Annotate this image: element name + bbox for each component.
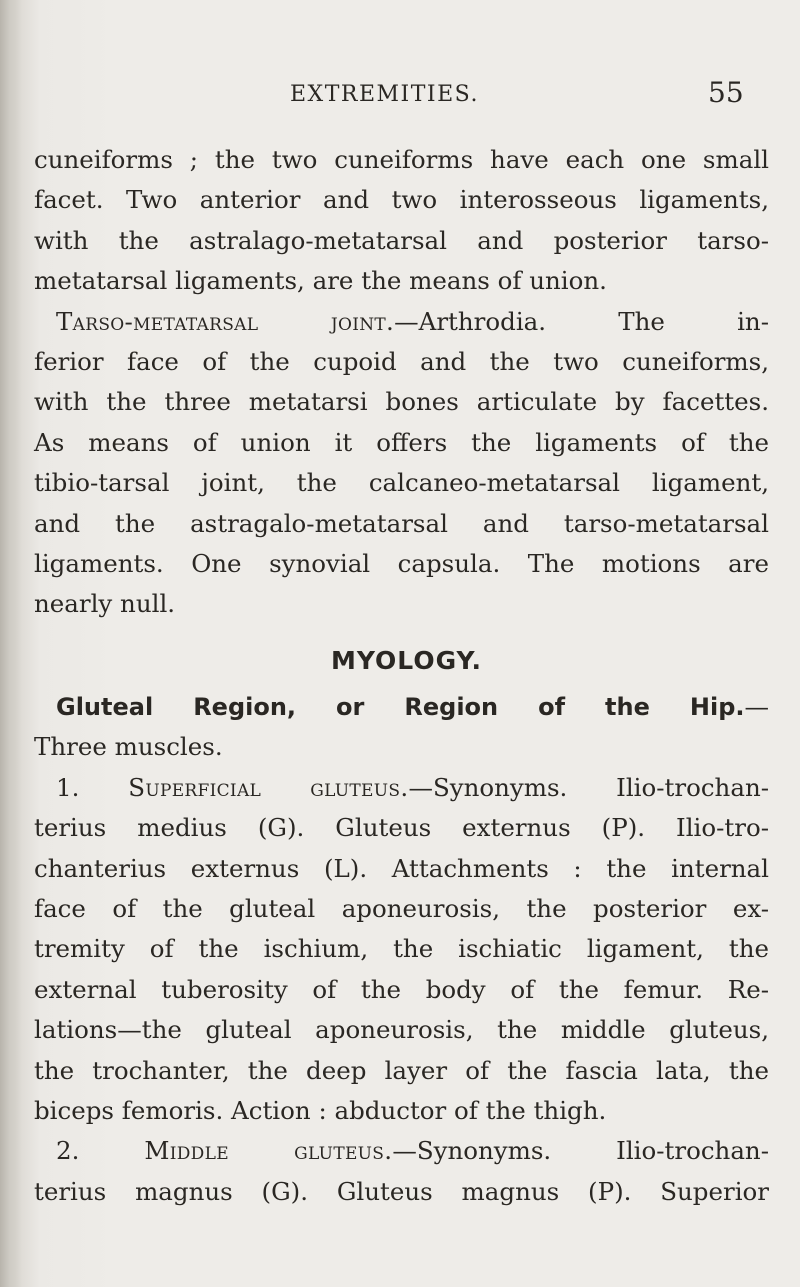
- section-heading: MYOLOGY.: [330, 645, 483, 675]
- text-line: biceps femoris. Action : abductor of the thigh.: [34, 1095, 607, 1125]
- text-line: ligaments. One synovial capsula. The motions are: [34, 548, 769, 578]
- running-head: [0, 74, 800, 114]
- text-run: —: [744, 692, 769, 722]
- item-number: 2.: [56, 1136, 80, 1166]
- paragraph-first-line: [34, 302, 769, 342]
- text-line: ferior face of the cupoid and the two cuneiforms,: [34, 346, 769, 376]
- text-run: —Synonyms. Ilio-trochan-: [392, 1136, 769, 1166]
- text-line: external tuberosity of the body of the femur. Re-: [34, 974, 769, 1004]
- running-title: EXTREMITIES.: [290, 82, 479, 107]
- text-run: —Synonyms. Ilio-trochan-: [408, 772, 769, 802]
- text-line: and the astragalo-metatarsal and tarso-metatarsal: [34, 508, 769, 538]
- text-line: cuneiforms ; the two cuneiforms have each one small: [34, 145, 769, 174]
- page-number: 55: [708, 76, 744, 109]
- text-line: As means of union it offers the ligaments of the: [34, 427, 769, 457]
- text-line: with the three metatarsi bones articulate by facettes.: [34, 387, 769, 417]
- item-number: 1.: [56, 772, 80, 802]
- body-text: [34, 140, 769, 1212]
- text-line: Three muscles.: [34, 732, 223, 762]
- text-line: with the astralago-metatarsal and posterior tarso-: [34, 225, 769, 255]
- muscle-name: Superficial gluteus.: [128, 772, 409, 802]
- text-line: terius magnus (G). Gluteus magnus (P). Superior: [34, 1176, 769, 1206]
- text-line: tibio-tarsal joint, the calcaneo-metatarsal ligament,: [34, 468, 769, 498]
- text-line: facet. Two anterior and two interosseous ligaments,: [34, 185, 769, 215]
- text-line: the trochanter, the deep layer of the fascia lata, the: [34, 1055, 769, 1085]
- text-line: metatarsal ligaments, are the means of union.: [34, 266, 607, 296]
- section-spacer: [34, 625, 769, 641]
- page-binding-shadow: [0, 0, 22, 1287]
- muscle-name: Middle gluteus.: [144, 1136, 393, 1166]
- paragraph-first-line: [34, 768, 769, 808]
- subsection-lead: Tarso-metatarsal joint.: [56, 306, 395, 336]
- text-line: nearly null.: [34, 589, 176, 619]
- text-line: terius medius (G). Gluteus externus (P). Ilio-tro-: [34, 813, 769, 843]
- text-line: chanterius externus (L). Attachments : the internal: [34, 853, 769, 883]
- paragraph-first-line: [34, 687, 769, 727]
- paragraph-first-line: [34, 1131, 769, 1171]
- text-line: face of the gluteal aponeurosis, the posterior ex-: [34, 894, 769, 924]
- text-line: lations—the gluteal aponeurosis, the middle gluteus,: [34, 1015, 769, 1045]
- text-run: —Arthrodia. The in-: [394, 306, 769, 336]
- text-line: tremity of the ischium, the ischiatic ligament, the: [34, 934, 769, 964]
- region-heading: Gluteal Region, or Region of the Hip.: [56, 693, 745, 722]
